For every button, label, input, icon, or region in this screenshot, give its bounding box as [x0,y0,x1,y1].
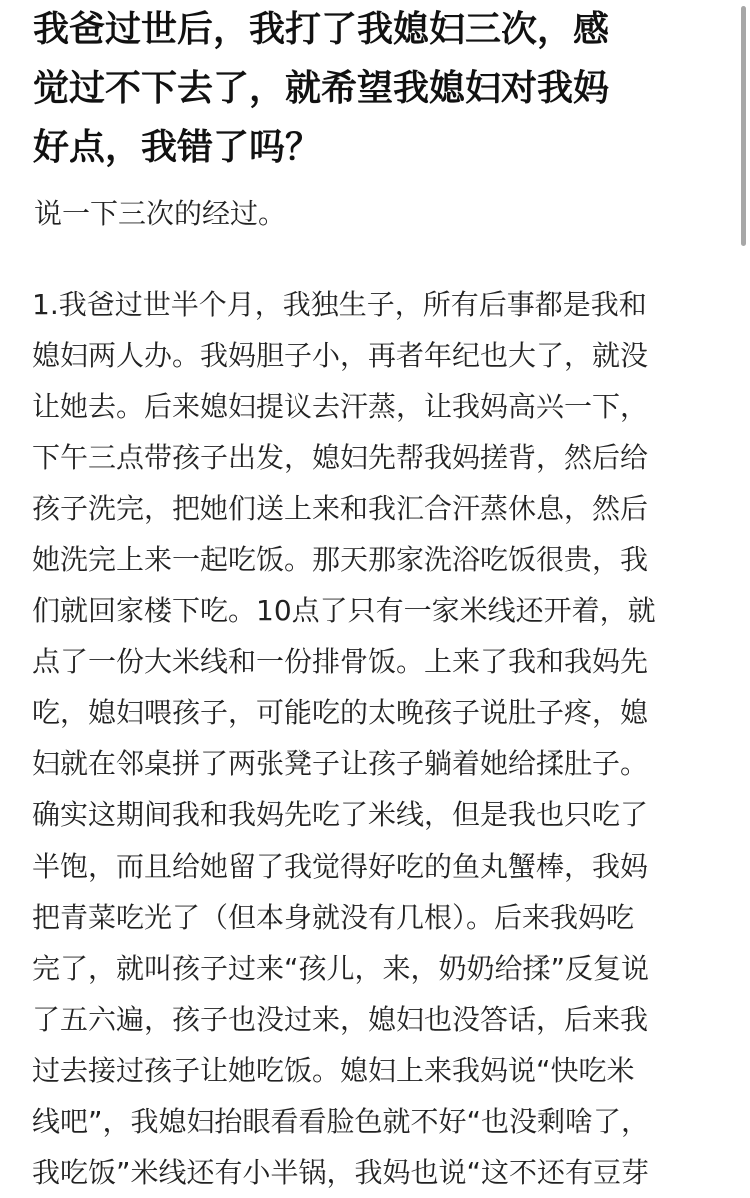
post-body-line: 下午三点带孩子出发，媳妇先帮我妈搓背，然后给 [32,441,649,475]
post-title-line: 好点，我错了吗？ [33,127,322,168]
post-body-line: 线吧”，我媳妇抬眼看看脸色就不好“也没剩啥了， [32,1104,650,1138]
post-intro: 说一下三次的经过。 [34,197,287,230]
post-body-line: 点了一份大米线和一份排骨饭。上来了我和我妈先 [32,645,649,679]
post-title-line: 我爸过世后，我打了我媳妇三次，感 [33,9,610,50]
post-body-line: 孩子洗完，把她们送上来和我汇合汗蒸休息，然后 [32,492,649,526]
post-body-line: 我吃饭”米线还有小半锅，我妈也说“这不还有豆芽 [32,1155,650,1189]
post-body-line: 了五六遍，孩子也没过来，媳妇也没答话，后来我 [32,1002,649,1036]
post-title [33,0,723,177]
post-body [32,279,732,1198]
post-body-line: 让她去。后来媳妇提议去汗蒸，让我妈高兴一下， [32,390,649,424]
post-body-line: 完了，就叫孩子过来“孩儿，来，奶奶给揉”反复说 [32,951,650,985]
post-body-line: 1.我爸过世半个月，我独生子，所有后事都是我和 [32,288,647,321]
post-body-line: 她洗完上来一起吃饭。那天那家洗浴吃饭很贵，我 [32,543,649,577]
post-title-line: 觉过不下去了，就希望我媳妇对我妈 [33,68,610,109]
post-body-line: 半饱，而且给她留了我觉得好吃的鱼丸蟹棒，我妈 [32,849,649,883]
post-body-line: 媳妇两人办。我妈胆子小，再者年纪也大了，就没 [32,339,649,373]
post-body-line: 确实这期间我和我妈先吃了米线，但是我也只吃了 [32,798,649,832]
vertical-scrollbar[interactable] [741,6,746,246]
post-body-line: 们就回家楼下吃。10点了只有一家米线还开着，就 [32,594,656,628]
post-body-line: 妇就在邻桌拼了两张凳子让孩子躺着她给揉肚子。 [32,747,649,781]
post-body-line: 吃，媳妇喂孩子，可能吃的太晚孩子说肚子疼，媳 [32,696,649,730]
post-body-line: 过去接过孩子让她吃饭。媳妇上来我妈说“快吃米 [32,1053,635,1087]
post-body-line: 把青菜吃光了（但本身就没有几根）。后来我妈吃 [32,900,635,934]
